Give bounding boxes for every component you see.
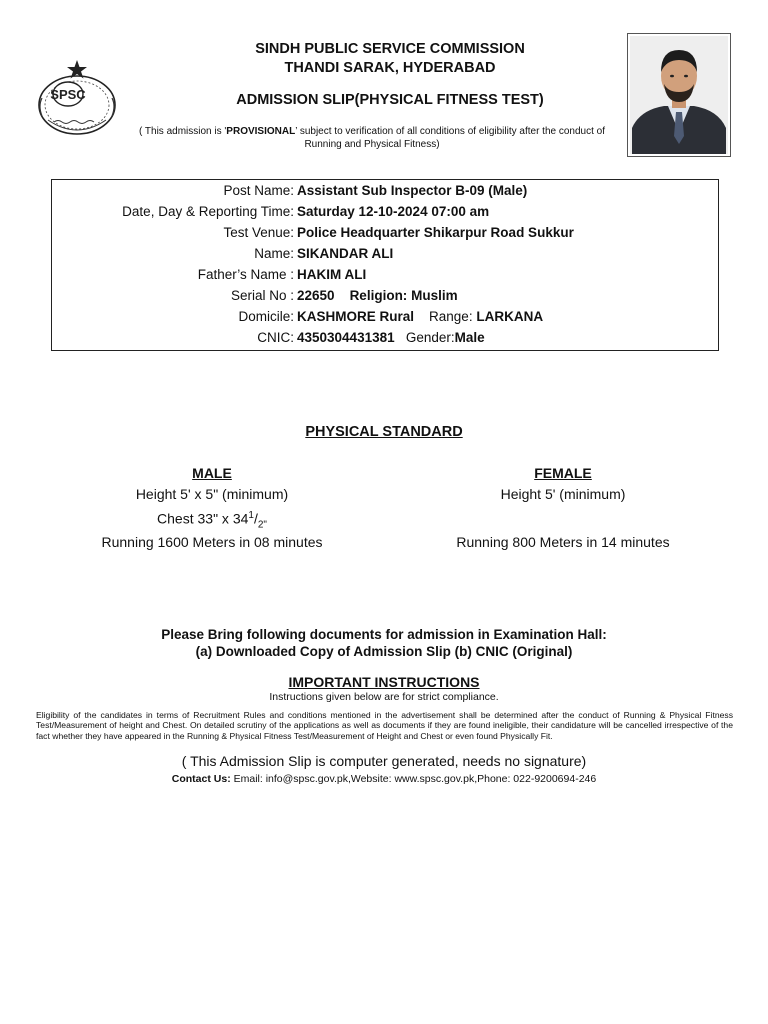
father-value: HAKIM ALI (297, 267, 367, 282)
male-height: Height 5' x 5" (minimum) (135, 486, 289, 502)
range-value: LARKANA (476, 309, 544, 324)
male-heading: MALE (192, 465, 232, 481)
date-value: Saturday 12-10-2024 07:00 am (297, 204, 490, 219)
org-line-2: THANDI SARAK, HYDERABAD (284, 60, 496, 76)
gender-value: Male (454, 330, 485, 345)
male-standard (62, 464, 362, 551)
serial-label: Serial No : (230, 288, 294, 303)
father-label: Father’s Name : (197, 267, 294, 282)
domicile-value: KASHMORE Rural (297, 309, 415, 324)
chest-main: Chest 33" x 34 (157, 510, 249, 527)
male-chest (62, 507, 362, 533)
contact-line (0, 773, 768, 785)
religion-value: Muslim (411, 288, 458, 303)
venue-label: Test Venue: (223, 225, 294, 240)
gender-label: Gender: (405, 330, 455, 345)
contact-value: Email: info@spsc.gov.pk,Website: www.spsc.gov.pk,Phone: 022-9200694-246 (233, 773, 597, 785)
documents-line-2: (a) Downloaded Copy of Admission Slip (b) CNIC (Original) (195, 644, 573, 659)
domicile-row (52, 306, 718, 327)
person-portrait-icon (630, 36, 728, 154)
documents-line-1: Please Bring following documents for admission in Examination Hall: (161, 627, 607, 642)
female-standard (413, 464, 713, 551)
note-suffix: ’ subject to verification of all conditions of eligibility after the conduct of Running and Physical Fitness) (295, 126, 605, 150)
post-value: Assistant Sub Inspector B-09 (Male) (297, 183, 528, 198)
organization-name (160, 40, 620, 78)
logo-text: SPSC (50, 87, 86, 102)
slip-title: ADMISSION SLIP(PHYSICAL FITNESS TEST) (236, 92, 544, 108)
physical-standard-heading: PHYSICAL STANDARD (305, 424, 463, 440)
candidate-photo (627, 33, 731, 157)
serial-row (52, 285, 718, 306)
note-prefix: ( This admission is ' (138, 126, 227, 137)
chest-sub: 2" (257, 519, 267, 531)
female-height: Height 5' (minimum) (500, 486, 626, 502)
venue-value: Police Headquarter Shikarpur Road Sukkur (297, 225, 574, 240)
computer-generated-note: ( This Admission Slip is computer generated, needs no signature) (181, 753, 587, 769)
father-row (52, 264, 718, 285)
name-label: Name: (254, 246, 294, 261)
note-provisional: PROVISIONAL (226, 126, 296, 137)
post-label: Post Name: (223, 183, 294, 198)
org-line-1: SINDH PUBLIC SERVICE COMMISSION (255, 41, 525, 57)
female-heading: FEMALE (534, 465, 592, 481)
date-row (52, 201, 718, 222)
domicile-label: Domicile: (238, 309, 294, 324)
male-running: Running 1600 Meters in 08 minutes (101, 534, 323, 550)
date-label: Date, Day & Reporting Time: (122, 204, 294, 219)
chest-sup: 1 (248, 510, 254, 521)
cnic-value: 4350304431381 (297, 330, 395, 345)
instructions-subheading: Instructions given below are for strict compliance. (269, 691, 499, 703)
important-instructions-heading: IMPORTANT INSTRUCTIONS (288, 674, 480, 690)
contact-label: Contact Us: (171, 773, 231, 785)
provisional-note (122, 125, 622, 151)
serial-value: 22650 (297, 288, 335, 303)
name-row (52, 243, 718, 264)
range-label: Range: (429, 309, 473, 324)
religion-label: Religion: (349, 288, 408, 303)
documents-note (0, 626, 768, 660)
chest-slash: / (253, 510, 258, 527)
candidate-info-box (51, 179, 719, 351)
post-row (52, 180, 718, 201)
venue-row (52, 222, 718, 243)
cnic-label: CNIC: (257, 330, 294, 345)
eligibility-paragraph: Eligibility of the candidates in terms of Recruitment Rules and conditions mentioned in the advertisement shall be determined after the conduct of Running & Physical Fitness Test/Measurement of height and Chest. On detailed scrutiny of the applications as well as documents if they are found ineligible, their candidature will be cancelled irrespective of the fact whether they have appeared in the Running & Physical Fitness Test/Measurement of Height and Chest or even found Physically Fit. (36, 710, 733, 741)
female-running: Running 800 Meters in 14 minutes (456, 534, 670, 550)
name-value: SIKANDAR ALI (297, 246, 394, 261)
cnic-row (52, 327, 718, 348)
spsc-logo (34, 58, 120, 138)
